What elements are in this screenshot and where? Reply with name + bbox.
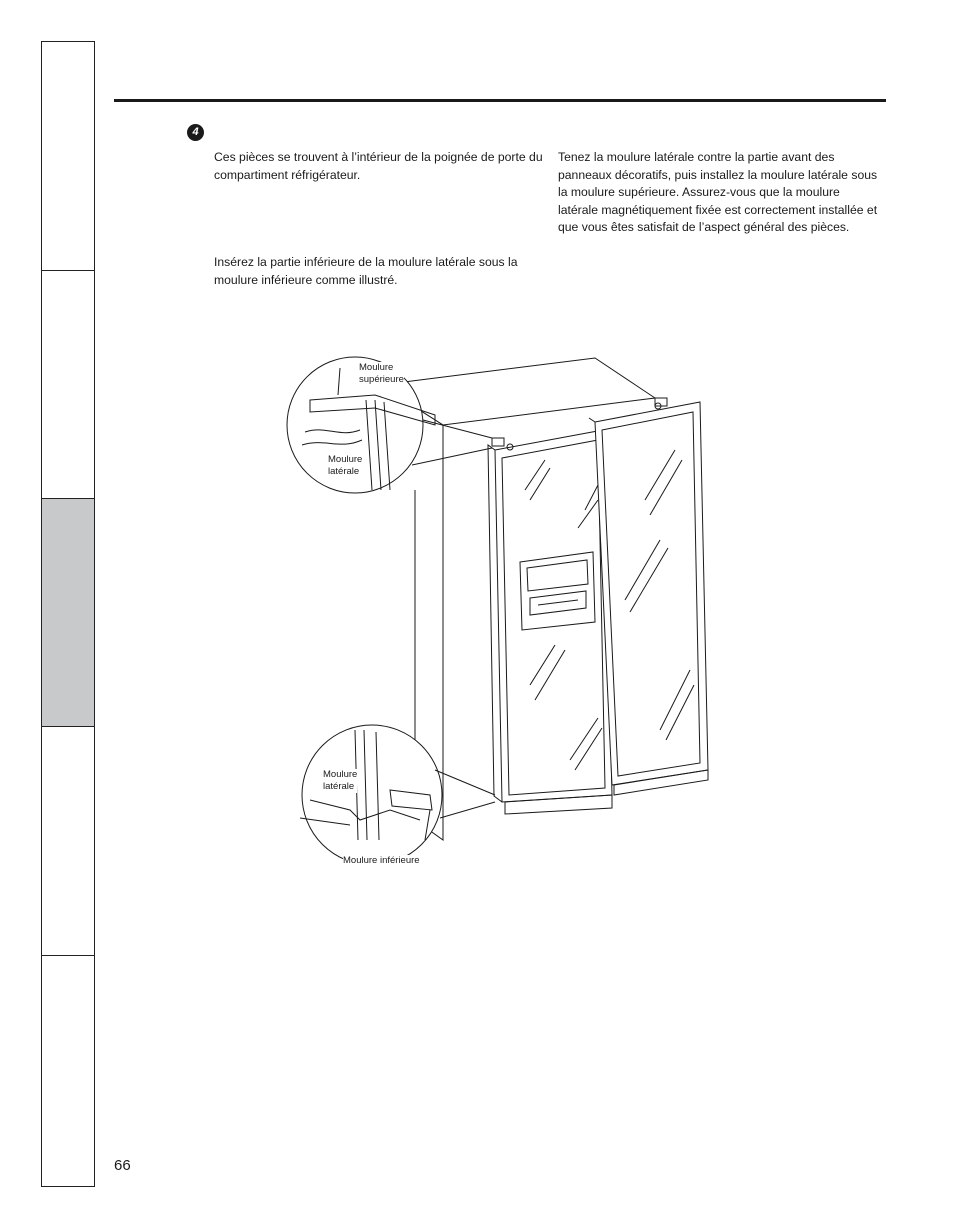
label-top-trim bbox=[359, 362, 404, 386]
label-side-trim-top-line1: Moulure bbox=[328, 454, 363, 465]
header-rule bbox=[114, 99, 886, 102]
side-tabs bbox=[41, 41, 95, 1187]
side-tab-5[interactable] bbox=[42, 956, 94, 1186]
label-side-trim-bottom-line1: Moulure bbox=[323, 769, 358, 780]
side-tab-3-active[interactable] bbox=[42, 499, 94, 727]
paragraph-parts-location: Ces pièces se trouvent à l’intérieur de la poignée de porte du compartiment réfrigérateur. bbox=[214, 150, 543, 182]
page-number: 66 bbox=[114, 1157, 131, 1174]
label-side-trim-bottom-line2: latérale bbox=[323, 781, 355, 792]
refrigerator-illustration bbox=[280, 340, 720, 885]
refrigerator-drawing-svg bbox=[280, 340, 720, 885]
label-top-trim-line1: Moulure bbox=[359, 362, 394, 373]
label-bottom-trim: Moulure inférieure bbox=[343, 855, 420, 866]
step-number-badge: 4 bbox=[187, 124, 204, 141]
label-side-trim-top-line2: latérale bbox=[328, 466, 360, 477]
side-tab-4[interactable] bbox=[42, 727, 94, 956]
label-side-trim-bottom bbox=[323, 769, 357, 793]
label-top-trim-line2: supérieure bbox=[359, 374, 404, 385]
side-tab-1[interactable] bbox=[42, 42, 94, 271]
paragraph-hold-side-trim: Tenez la moulure latérale contre la partie avant des panneaux décoratifs, puis installez la moulure latérale sous la moulure supérieure. Assurez-vous que la moulure latérale magnétiquement fixée est correctement installée et que vous êtes satisfait de l’aspect général des pièces. bbox=[558, 150, 878, 234]
label-side-trim-top bbox=[328, 454, 362, 478]
side-tab-2[interactable] bbox=[42, 271, 94, 499]
paragraph-insert-side-trim: Insérez la partie inférieure de la moulure latérale sous la moulure inférieure comme illustré. bbox=[214, 255, 518, 287]
